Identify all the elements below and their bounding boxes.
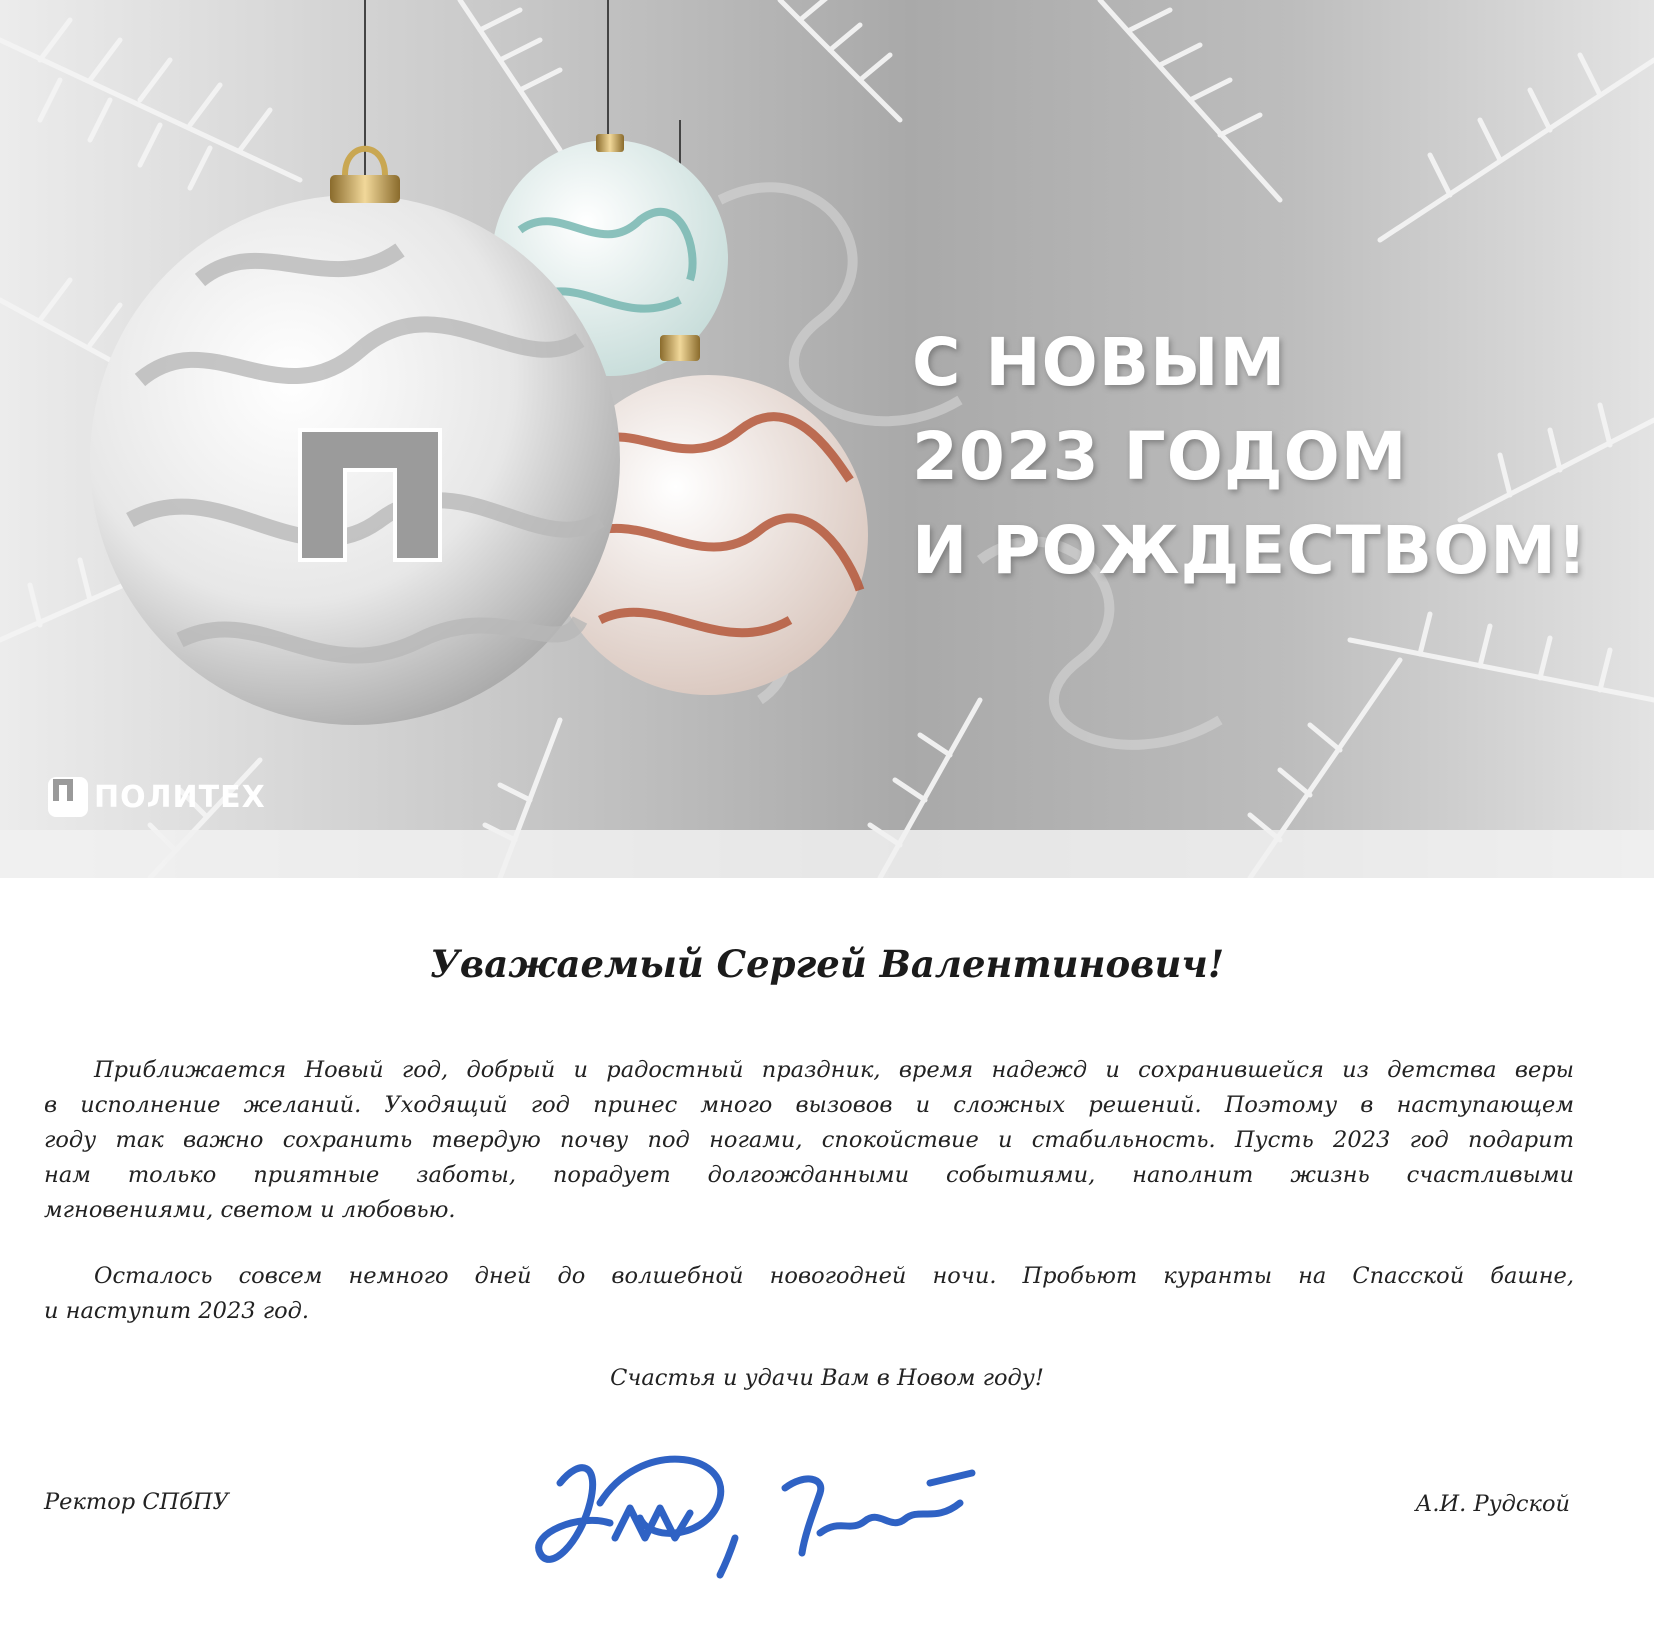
paragraph bbox=[44, 1259, 1574, 1329]
politech-logo bbox=[48, 775, 266, 819]
paragraph-line: Приближается Новый год, добрый и радостный праздник, время надежд и сохранившейся из детства веры bbox=[94, 1057, 1574, 1083]
headline-line: 2023 ГОДОМ bbox=[912, 418, 1408, 495]
paragraph-line: в исполнение желаний. Уходящий год принес много вызовов и сложных решений. Поэтому в наступающем bbox=[44, 1092, 1574, 1118]
paragraph-line: и наступит 2023 год. bbox=[44, 1298, 310, 1324]
headline-line: С НОВЫМ bbox=[912, 324, 1287, 401]
signatory-post: Ректор СПбПУ bbox=[44, 1489, 229, 1515]
paragraph-line: мгновениями, светом и любовью. bbox=[44, 1197, 456, 1223]
headline-line: И РОЖДЕСТВОМ! bbox=[912, 512, 1588, 589]
salutation: Уважаемый Сергей Валентинович! bbox=[429, 942, 1225, 986]
signatory-name: А.И. Рудской bbox=[1415, 1491, 1570, 1517]
greeting-headline bbox=[912, 316, 1632, 598]
paragraph bbox=[44, 1053, 1574, 1228]
paragraph-line: Осталось совсем немного дней до волшебной новогодней ночи. Пробьют куранты на Спасской башне, bbox=[94, 1263, 1574, 1289]
paragraph-line: нам только приятные заботы, порадует долгожданными событиями, наполнит жизнь счастливыми bbox=[44, 1162, 1574, 1188]
closing-wish: Счастья и удачи Вам в Новом году! bbox=[610, 1365, 1044, 1391]
politech-logo-icon bbox=[48, 777, 88, 817]
logo-text: ПОЛИТЕХ bbox=[94, 779, 266, 815]
handwritten-signature bbox=[520, 1443, 980, 1583]
paragraph-line: году так важно сохранить твердую почву под ногами, спокойствие и стабильность. Пусть 2023 год подарит bbox=[44, 1127, 1574, 1153]
